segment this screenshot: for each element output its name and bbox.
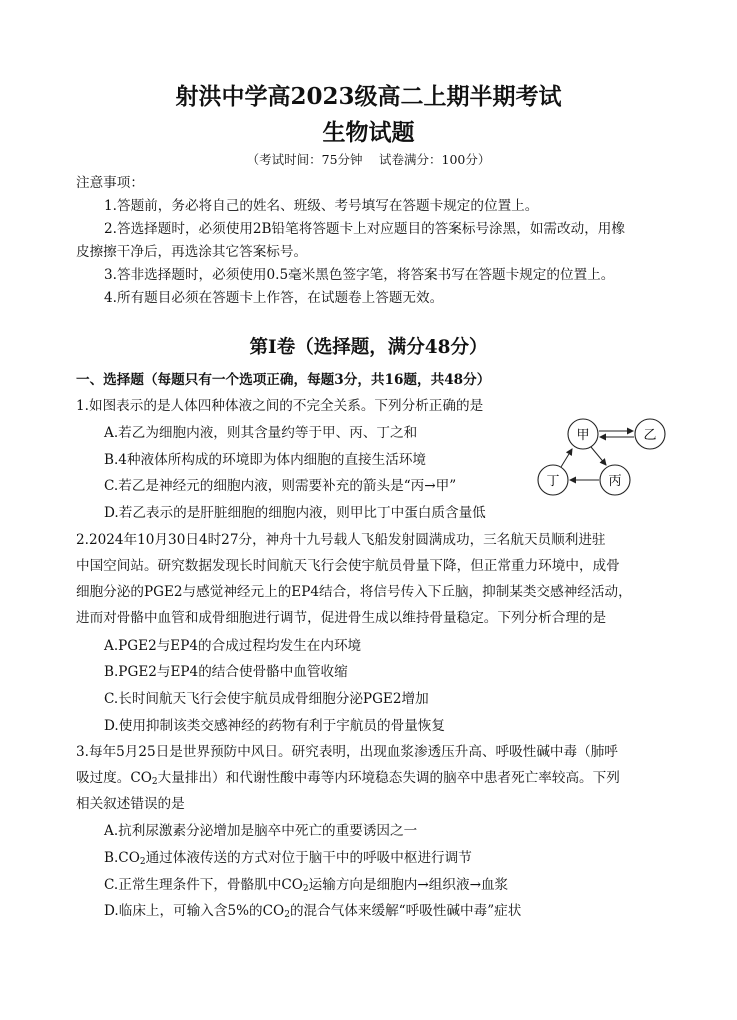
exam-title: 射洪中学高2023级高二上期半期考试 [175, 83, 562, 110]
q3-option-b-part-b: 通过体液传送的方式对位于脑干中的呼吸中枢进行调节 [145, 850, 472, 866]
node-yi-label: 乙 [643, 428, 657, 443]
note-item-1: 1.答题前，务必将自己的姓名、班级、考号填写在答题卡规定的位置上。 [104, 198, 539, 214]
q1-option-a: A.若乙为细胞内液，则其含量约等于甲、丙、丁之和 [104, 425, 418, 441]
q3-line-2-part-b: 大量排出）和代谢性酸中毒等内环境稳态失调的脑卒中患者死亡率较高。下列 [157, 770, 620, 786]
part-heading: 一、选择题（每题只有一个选项正确，每题3分，共16题，共48分） [76, 372, 491, 388]
subscript-2: 2 [151, 777, 158, 787]
q1-option-b: B.4种液体所构成的环境即为体内细胞的直接生活环境 [104, 452, 427, 468]
q3-line-2 [76, 769, 620, 791]
q3-option-d [104, 902, 521, 924]
q2-line-2: 中国空间站。研究数据发现长时间航天飞行会使宇航员骨量下降，但正常重力环境中，成骨 [76, 558, 620, 574]
q3-option-d-part-b: 的混合气体来缓解“呼吸性碱中毒”症状 [289, 903, 522, 919]
q3-option-c-part-b: 运输方向是细胞内→组织液→血浆 [308, 877, 509, 893]
q2-option-a: A.PGE2与EP4的合成过程均发生在内环境 [104, 638, 362, 654]
subscript-2: 2 [284, 910, 290, 920]
q3-line-3: 相关叙述错误的是 [76, 796, 185, 812]
q2-option-d: D.使用抑制该类交感神经的药物有利于宇航员的骨量恢复 [104, 718, 445, 734]
q3-option-a: A.抗利尿激素分泌增加是脑卒中死亡的重要诱因之一 [104, 823, 418, 839]
node-ding-label: 丁 [546, 474, 560, 489]
subject-title: 生物试题 [322, 119, 415, 146]
q3-option-c [104, 876, 508, 898]
q1-option-d: D.若乙表示的是肝脏细胞的细胞内液，则甲比丁中蛋白质含量低 [104, 505, 486, 521]
body-fluid-diagram [533, 416, 673, 502]
note-item-2-line-1: 2.答选择题时，必须使用2B铅笔将答题卡上对应题目的答案标号涂黑，如需改动，用橡 [104, 221, 625, 237]
subscript-2: 2 [302, 884, 309, 894]
q2-line-3: 细胞分泌的PGE2与感觉神经元上的EP4结合，将信号传入下丘脑，抑制某类交感神经活动， [76, 584, 632, 600]
exam-info: （考试时间：75分钟 试卷满分：100分） [246, 152, 491, 167]
q3-option-b-part-a: B.CO [104, 850, 140, 866]
node-bing-label: 丙 [608, 474, 622, 489]
q1-stem: 1.如图表示的是人体四种体液之间的不完全关系。下列分析正确的是 [76, 398, 484, 414]
notes-heading: 注意事项： [76, 175, 144, 191]
q2-option-b: B.PGE2与EP4的结合使骨骼中血管收缩 [104, 664, 348, 680]
q2-line-4: 进而对骨骼中血管和成骨细胞进行调节，促进骨生成以维持骨量稳定。下列分析合理的是 [76, 610, 607, 626]
section-title: 第I卷（选择题，满分48分） [249, 337, 488, 358]
note-item-2-line-2: 皮擦擦干净后，再选涂其它答案标号。 [76, 244, 308, 260]
subscript-2: 2 [139, 857, 146, 867]
arrow-jia-to-bing [591, 447, 606, 465]
note-item-3: 3.答非选择题时，必须使用0.5毫米黑色签字笔，将答案书写在答题卡规定的位置上。 [104, 267, 615, 283]
q3-line-2-part-a: 吸过度。CO [76, 770, 152, 786]
q1-option-c: C.若乙是神经元的细胞内液，则需要补充的箭头是“丙→甲” [104, 478, 457, 494]
q3-option-d-part-a: D.临床上，可输入含5%的CO [104, 903, 285, 919]
q3-line-1: 3.每年5月25日是世界预防中风日。研究表明，出现血浆渗透压升高、呼吸性碱中毒（肺呼 [76, 744, 618, 760]
note-item-4: 4.所有题目必须在答题卡上作答，在试题卷上答题无效。 [104, 290, 444, 306]
q2-option-c: C.长时间航天飞行会使宇航员成骨细胞分泌PGE2增加 [104, 691, 429, 707]
q3-option-b [104, 849, 472, 871]
q2-line-1: 2.2024年10月30日4时27分，神舟十九号载人飞船发射圆满成功，三名航天员顺利进驻 [76, 532, 606, 548]
arrow-ding-to-jia [561, 449, 572, 467]
node-jia-label: 甲 [576, 428, 590, 443]
q3-option-c-part-a: C.正常生理条件下，骨骼肌中CO [104, 877, 303, 893]
